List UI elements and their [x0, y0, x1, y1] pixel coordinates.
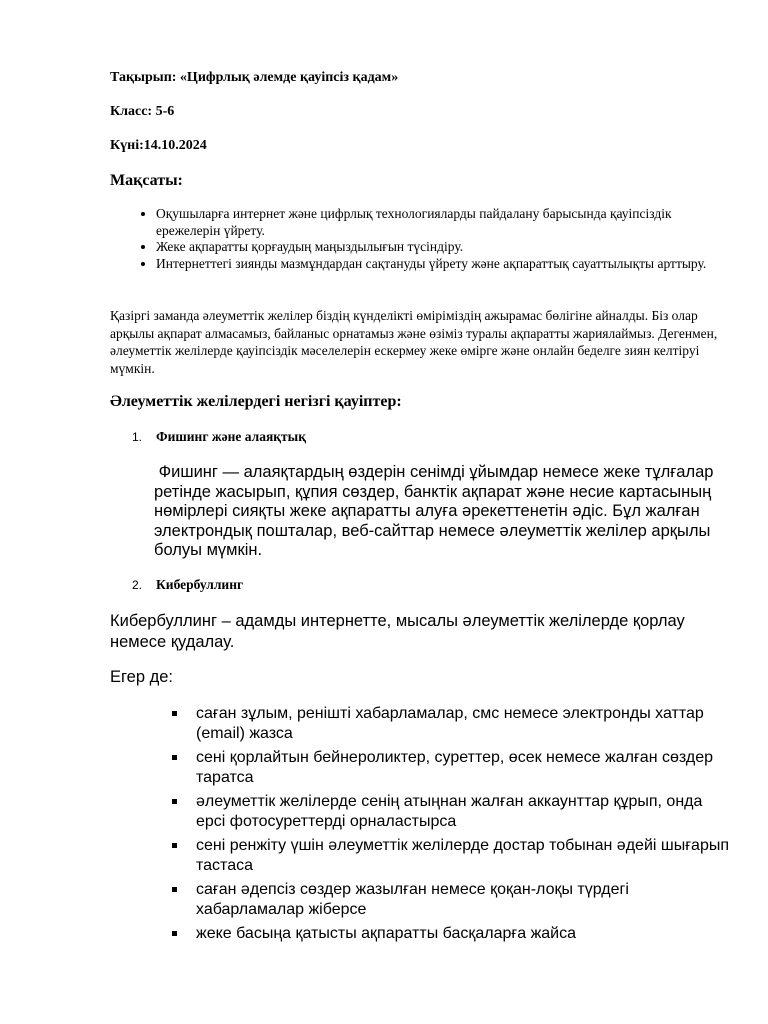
- list-item: жеке басыңа қатысты ақпаратты басқаларға жайса: [172, 924, 732, 944]
- list-number: 2.: [132, 578, 143, 592]
- square-bullet-icon: [172, 711, 177, 716]
- goals-list: [110, 206, 736, 272]
- list-item: саған зұлым, ренішті хабарламалар, смс немесе электронды хаттар (email) жазса: [172, 704, 732, 743]
- threat-item-cyberbullying: [132, 576, 243, 594]
- list-number: 1.: [132, 430, 143, 444]
- goal-item: • Жеке ақпаратты қорғаудың маңыздылығын түсіндіру.: [156, 239, 736, 256]
- intro-paragraph: Қазіргі заманда әлеуметтік желілер біздің күнделікті өміріміздің ажырамас бөлігіне айналды. Біз олар арқылы ақпарат алмасамыз, байланыс орнатамыз және өзіміз туралы ақпаратты жариялаймыз. Дегенмен, әлеуметтік желілерде қауіпсіздік мәселелерін ескермеу жеке өмірге және онлайн беделге зиян келтіруі мүмкін.: [110, 308, 718, 376]
- goal-item: • Оқушыларға интернет және цифрлық технологияларды пайдалану барысында қауіпсіздік ережелерін үйрету.: [156, 206, 736, 239]
- square-bullet-icon: [172, 843, 177, 848]
- square-bullet-icon: [172, 799, 177, 804]
- goal-item: • Интернеттегі зиянды мазмұндардан сақтануды үйрету және ақпараттық сауаттылықты арттыру.: [156, 256, 736, 273]
- if-label: Егер де:: [110, 668, 173, 686]
- date-line: Күні:14.10.2024: [110, 138, 207, 153]
- square-bullet-icon: [172, 931, 177, 936]
- list-item: әлеуметтік желілерде сенің атыңнан жалған аккаунттар құрып, онда ерсі фотосуреттерді орналастырса: [172, 792, 732, 831]
- phishing-paragraph: Фишинг — алаяқтардың өздерін сенімді ұйымдар немесе жеке тұлғалар ретінде жасырып, құпия сөздер, банктік ақпарат және несие картасының нөмірлері сияқты жеке ақпаратты алуға әрекеттенетін әдіс. Бұл жалған электрондық пошталар, веб-сайттар немесе әлеуметтік желілер арқылы болуы мүмкін.: [154, 463, 719, 559]
- class-line: Класс: 5-6: [110, 104, 175, 119]
- square-bullet-icon: [172, 755, 177, 760]
- threats-heading: Әлеуметтік желілердегі негізгі қауіптер:: [110, 393, 402, 410]
- list-item: сені қорлайтын бейнероликтер, суреттер, өсек немесе жалған сөздер таратса: [172, 748, 732, 787]
- goals-heading: Мақсаты:: [110, 172, 183, 189]
- list-item: сені ренжіту үшін әлеуметтік желілерде достар тобынан әдейі шығарып тастаса: [172, 836, 732, 875]
- list-item: саған әдепсіз сөздер жазылған немесе қоқан-лоқы түрдегі хабарламалар жіберсе: [172, 880, 732, 919]
- cyberbullying-definition: Кибербуллинг – адамды интернетте, мысалы әлеуметтік желілерде қорлау немесе қудалау.: [110, 612, 685, 651]
- square-bullet-icon: [172, 887, 177, 892]
- threat-item-phishing: [132, 428, 306, 446]
- threat-title: Кибербуллинг: [156, 577, 244, 592]
- topic-line: Тақырып: «Цифрлық әлемде қауіпсіз қадам»: [110, 70, 399, 85]
- cyberbullying-cases-list: [172, 704, 732, 949]
- threat-title: Фишинг және алаяқтық: [156, 429, 306, 444]
